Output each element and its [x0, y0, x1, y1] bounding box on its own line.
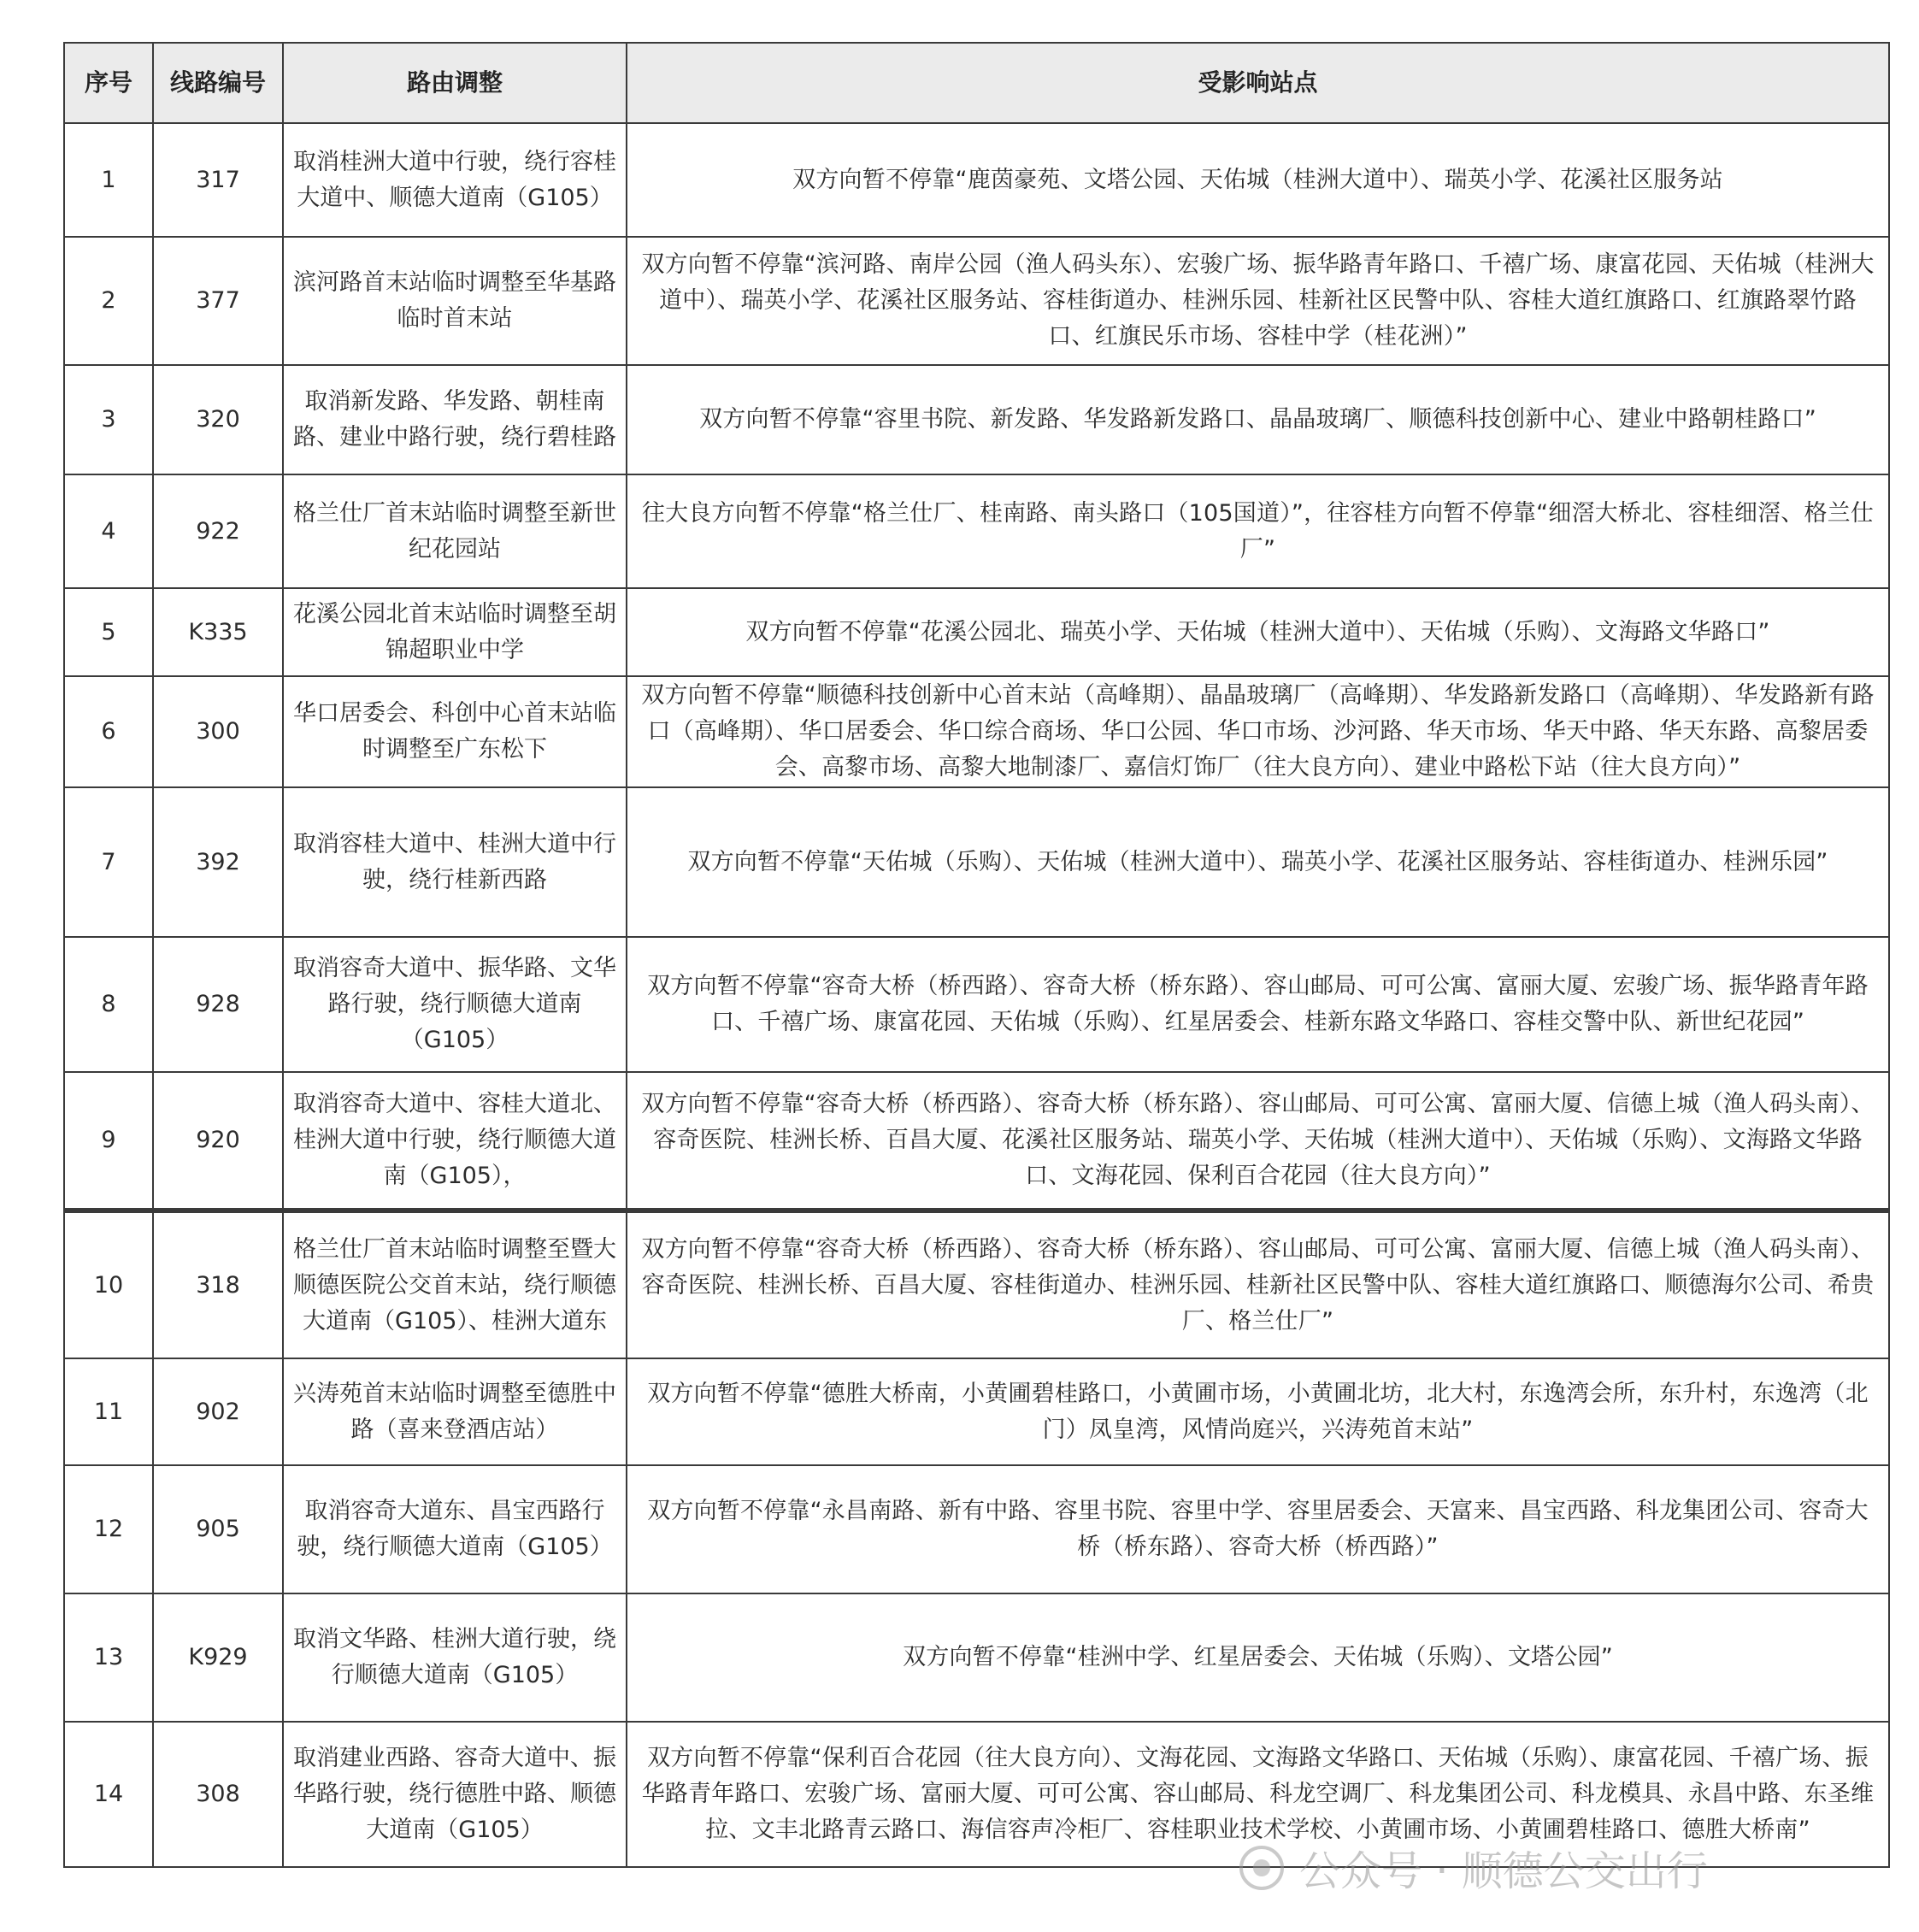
header-stops: 受影响站点 [627, 43, 1889, 123]
watermark-text: 公众号 · 顺德公交出行 [1299, 1847, 1708, 1895]
table-row [64, 787, 1889, 937]
table-row [64, 365, 1889, 474]
cell-adjustment: 取消新发路、华发路、朝桂南路、建业中路行驶，绕行碧桂路 [283, 365, 627, 474]
table-row [64, 1465, 1889, 1593]
cell-route-no: 308 [153, 1722, 283, 1867]
cell-stops: 双方向暂不停靠“顺德科技创新中心首末站（高峰期）、晶晶玻璃厂（高峰期）、华发路新发路口（高峰期）、华发路新有路口（高峰期）、华口居委会、华口综合商场、华口公园、华口市场、沙河路、华天市场、华天中路、华天东路、高黎居委会、高黎市场、高黎大地制漆厂、嘉信灯饰厂（往大良方向）、建业中路松下站（往大良方向）” [627, 676, 1889, 787]
cell-route-no: 318 [153, 1210, 283, 1358]
cell-stops: 双方向暂不停靠“滨河路、南岸公园（渔人码头东）、宏骏广场、振华路青年路口、千禧广场、康富花园、天佑城（桂洲大道中）、瑞英小学、花溪社区服务站、容桂街道办、桂洲乐园、桂新社区民警中队、容桂大道红旗路口、红旗路翠竹路口、红旗民乐市场、容桂中学（桂花洲）” [627, 237, 1889, 365]
header-seq: 序号 [64, 43, 153, 123]
table-row [64, 1593, 1889, 1722]
cell-route-no: 377 [153, 237, 283, 365]
cell-seq: 2 [64, 237, 153, 365]
cell-seq: 12 [64, 1465, 153, 1593]
table-row [64, 937, 1889, 1072]
table-row [64, 1358, 1889, 1465]
cell-stops: 双方向暂不停靠“永昌南路、新有中路、容里书院、容里中学、容里居委会、天富来、昌宝西路、科龙集团公司、容奇大桥（桥东路）、容奇大桥（桥西路）” [627, 1465, 1889, 1593]
cell-adjustment: 滨河路首末站临时调整至华基路临时首末站 [283, 237, 627, 365]
cell-stops: 双方向暂不停靠“容奇大桥（桥西路）、容奇大桥（桥东路）、容山邮局、可可公寓、富丽大厦、宏骏广场、振华路青年路口、千禧广场、康富花园、天佑城（乐购）、红星居委会、桂新东路文华路口、容桂交警中队、新世纪花园” [627, 937, 1889, 1072]
table-row [64, 1072, 1889, 1210]
cell-adjustment: 取消桂洲大道中行驶，绕行容桂大道中、顺德大道南（G105） [283, 123, 627, 237]
cell-adjustment: 取消容奇大道中、容桂大道北、桂洲大道中行驶，绕行顺德大道南（G105）， [283, 1072, 627, 1210]
cell-seq: 8 [64, 937, 153, 1072]
cell-stops: 双方向暂不停靠“桂洲中学、红星居委会、天佑城（乐购）、文塔公园” [627, 1593, 1889, 1722]
cell-seq: 1 [64, 123, 153, 237]
table-header-row [64, 43, 1889, 123]
cell-route-no: 317 [153, 123, 283, 237]
wechat-icon [1239, 1846, 1284, 1890]
route-adjustment-table [63, 42, 1890, 1868]
cell-adjustment: 格兰仕厂首末站临时调整至新世纪花园站 [283, 474, 627, 588]
cell-seq: 6 [64, 676, 153, 787]
watermark [1239, 1838, 1708, 1897]
cell-route-no: 320 [153, 365, 283, 474]
table-body [64, 123, 1889, 1867]
cell-route-no: 905 [153, 1465, 283, 1593]
cell-stops: 双方向暂不停靠“花溪公园北、瑞英小学、天佑城（桂洲大道中）、天佑城（乐购）、文海路文华路口” [627, 588, 1889, 676]
cell-stops: 双方向暂不停靠“保利百合花园（往大良方向）、文海花园、文海路文华路口、天佑城（乐购）、康富花园、千禧广场、振华路青年路口、宏骏广场、富丽大厦、可可公寓、容山邮局、科龙空调厂、科龙集团公司、科龙模具、永昌中路、东圣维拉、文丰北路青云路口、海信容声冷柜厂、容桂职业技术学校、小黄圃市场、小黄圃碧桂路口、德胜大桥南” [627, 1722, 1889, 1867]
cell-adjustment: 花溪公园北首末站临时调整至胡锦超职业中学 [283, 588, 627, 676]
cell-route-no: 300 [153, 676, 283, 787]
cell-route-no: 928 [153, 937, 283, 1072]
cell-seq: 5 [64, 588, 153, 676]
cell-route-no: K335 [153, 588, 283, 676]
cell-route-no: 392 [153, 787, 283, 937]
cell-stops: 双方向暂不停靠“德胜大桥南，小黄圃碧桂路口，小黄圃市场，小黄圃北坊，北大村，东逸湾会所，东升村，东逸湾（北门）凤皇湾，风情尚庭兴，兴涛苑首末站” [627, 1358, 1889, 1465]
cell-adjustment: 取消容奇大道中、振华路、文华路行驶，绕行顺德大道南（G105） [283, 937, 627, 1072]
table-row [64, 474, 1889, 588]
cell-stops: 双方向暂不停靠“鹿茵豪苑、文塔公园、天佑城（桂洲大道中）、瑞英小学、花溪社区服务站 [627, 123, 1889, 237]
cell-seq: 11 [64, 1358, 153, 1465]
cell-stops: 往大良方向暂不停靠“格兰仕厂、桂南路、南头路口（105国道）”，往容桂方向暂不停靠“细滘大桥北、容桂细滘、格兰仕厂” [627, 474, 1889, 588]
cell-adjustment: 取消容桂大道中、桂洲大道中行驶，绕行桂新西路 [283, 787, 627, 937]
route-adjustment-table-container [63, 42, 1888, 1868]
table-row [64, 123, 1889, 237]
cell-stops: 双方向暂不停靠“容奇大桥（桥西路）、容奇大桥（桥东路）、容山邮局、可可公寓、富丽大厦、信德上城（渔人码头南）、容奇医院、桂洲长桥、百昌大厦、花溪社区服务站、瑞英小学、天佑城（桂洲大道中）、天佑城（乐购）、文海路文华路口、文海花园、保利百合花园（往大良方向）” [627, 1072, 1889, 1210]
table-row [64, 676, 1889, 787]
header-adjustment: 路由调整 [283, 43, 627, 123]
cell-seq: 3 [64, 365, 153, 474]
header-route-no: 线路编号 [153, 43, 283, 123]
cell-stops: 双方向暂不停靠“天佑城（乐购）、天佑城（桂洲大道中）、瑞英小学、花溪社区服务站、容桂街道办、桂洲乐园” [627, 787, 1889, 937]
cell-seq: 14 [64, 1722, 153, 1867]
cell-seq: 10 [64, 1210, 153, 1358]
cell-adjustment: 格兰仕厂首末站临时调整至暨大顺德医院公交首末站，绕行顺德大道南（G105）、桂洲大道东 [283, 1210, 627, 1358]
cell-adjustment: 兴涛苑首末站临时调整至德胜中路（喜来登酒店站） [283, 1358, 627, 1465]
cell-route-no: 902 [153, 1358, 283, 1465]
cell-stops: 双方向暂不停靠“容奇大桥（桥西路）、容奇大桥（桥东路）、容山邮局、可可公寓、富丽大厦、信德上城（渔人码头南）、容奇医院、桂洲长桥、百昌大厦、容桂街道办、桂洲乐园、桂新社区民警中队、容桂大道红旗路口、顺德海尔公司、希贵厂、格兰仕厂” [627, 1210, 1889, 1358]
table-row [64, 237, 1889, 365]
cell-seq: 7 [64, 787, 153, 937]
cell-seq: 4 [64, 474, 153, 588]
cell-adjustment: 取消建业西路、容奇大道中、振华路行驶，绕行德胜中路、顺德大道南（G105） [283, 1722, 627, 1867]
cell-stops: 双方向暂不停靠“容里书院、新发路、华发路新发路口、晶晶玻璃厂、顺德科技创新中心、建业中路朝桂路口” [627, 365, 1889, 474]
cell-route-no: 922 [153, 474, 283, 588]
cell-route-no: 920 [153, 1072, 283, 1210]
table-row [64, 588, 1889, 676]
cell-adjustment: 取消容奇大道东、昌宝西路行驶，绕行顺德大道南（G105） [283, 1465, 627, 1593]
cell-route-no: K929 [153, 1593, 283, 1722]
cell-seq: 13 [64, 1593, 153, 1722]
cell-adjustment: 华口居委会、科创中心首末站临时调整至广东松下 [283, 676, 627, 787]
cell-seq: 9 [64, 1072, 153, 1210]
cell-adjustment: 取消文华路、桂洲大道行驶，绕行顺德大道南（G105） [283, 1593, 627, 1722]
table-row [64, 1210, 1889, 1358]
